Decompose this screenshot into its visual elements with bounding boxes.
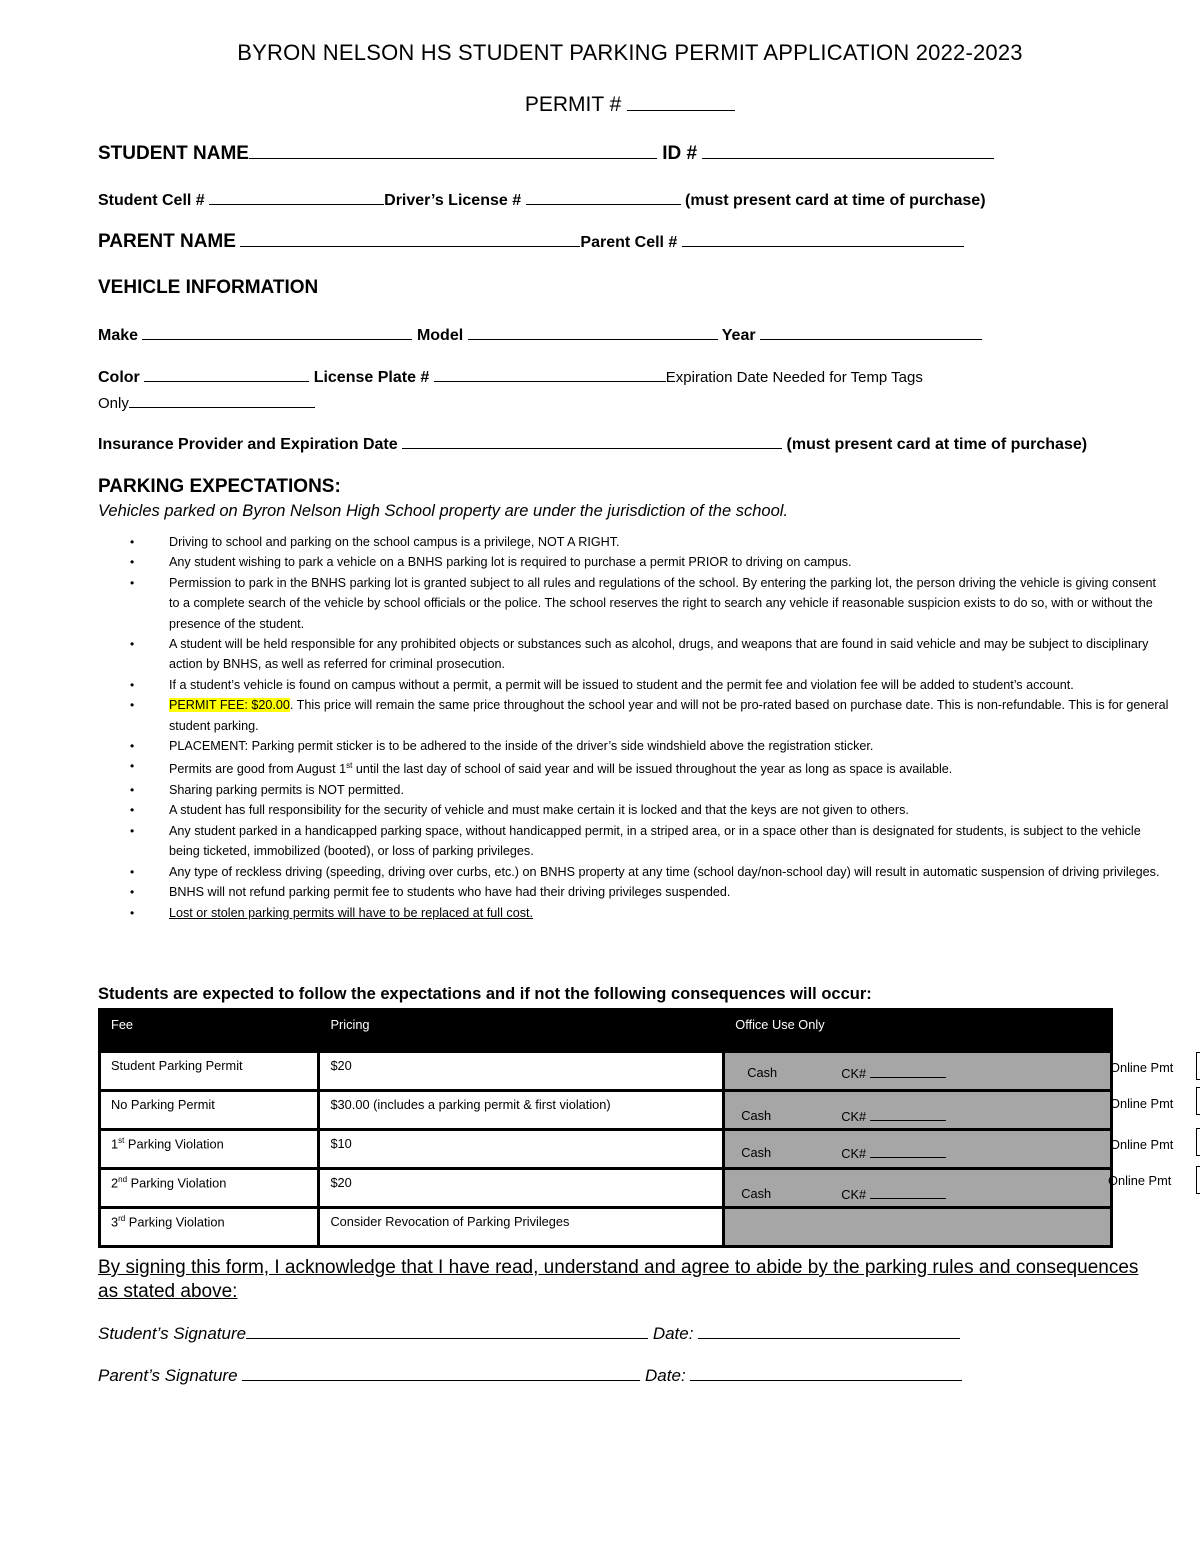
list-item: • Driving to school and parking on the school campus is a privilege, NOT A RIGHT. — [130, 532, 1170, 552]
table-row: 1st Parking Violation $10 Cash CK# — [100, 1130, 1112, 1169]
temp-tag-expiration-line[interactable] — [129, 391, 315, 408]
student-signature-row — [98, 1322, 960, 1344]
bullet-icon: • — [130, 637, 135, 652]
student-cell-label: Student Cell # — [98, 192, 205, 209]
online-pmt-label: Online Pmt — [1108, 1173, 1172, 1188]
header-fee: Fee — [100, 1010, 319, 1052]
consequences-heading: Students are expected to follow the expectations and if not the following consequences will occur: — [98, 985, 872, 1003]
bullet-icon: • — [130, 555, 135, 570]
list-item: • BNHS will not refund parking permit fee to students who have had their driving privileges suspended. — [130, 882, 1170, 902]
bullet-icon: • — [130, 535, 135, 549]
cash-label: Cash — [741, 1145, 772, 1160]
only-row — [98, 391, 315, 412]
drivers-license-label: Driver’s License # — [384, 192, 522, 209]
check-number-field[interactable]: CK# — [841, 1145, 945, 1161]
agreement-statement: By signing this form, I acknowledge that I have read, understand and agree to abide by the parking rules and consequences as stated above: — [98, 1257, 1139, 1302]
bullet-icon: • — [130, 739, 135, 754]
vehicle-heading: VEHICLE INFORMATION — [98, 277, 319, 298]
form-title: BYRON NELSON HS STUDENT PARKING PERMIT APPLICATION 2022-2023 — [237, 40, 1023, 65]
table-row: 2nd Parking Violation $20 Cash CK# — [100, 1169, 1112, 1208]
online-pmt-label: Online Pmt — [1110, 1060, 1174, 1075]
permit-label: PERMIT # — [524, 93, 622, 116]
license-plate-line[interactable] — [434, 365, 666, 382]
parent-row — [98, 230, 964, 253]
bullet-icon: • — [130, 885, 135, 900]
header-office: Office Use Only — [724, 1010, 1112, 1052]
list-item: • Sharing parking permits is NOT permitted. — [130, 780, 1170, 800]
insurance-note: (must present card at time of purchase) — [786, 436, 1088, 453]
student-signature-line[interactable] — [246, 1322, 648, 1339]
id-line[interactable] — [702, 142, 994, 159]
office-use-cell — [724, 1052, 1112, 1091]
color-line[interactable] — [144, 365, 309, 382]
license-plate-label: License Plate # — [313, 369, 430, 386]
model-label: Model — [416, 327, 464, 344]
year-line[interactable] — [760, 323, 982, 340]
parent-name-line[interactable] — [240, 230, 580, 247]
student-name-label: STUDENT NAME — [98, 143, 249, 164]
must-present-note: (must present card at time of purchase) — [685, 192, 986, 209]
table-row: 3rd Parking Violation Consider Revocation of Parking Privileges — [100, 1208, 1112, 1247]
office-use-cell — [724, 1169, 1112, 1208]
list-item: • If a student’s vehicle is found on campus without a permit, a permit will be issued to student and the permit fee and violation fee will be added to student’s account. — [130, 675, 1170, 695]
check-number-field[interactable]: CK# — [841, 1108, 945, 1124]
check-number-field[interactable]: CK# — [841, 1065, 945, 1081]
cash-label: Cash — [741, 1186, 772, 1201]
table-row: No Parking Permit $30.00 (includes a parking permit & first violation) Cash CK# — [100, 1091, 1112, 1130]
bullet-icon: • — [130, 759, 135, 774]
student-cell-line[interactable] — [209, 188, 384, 205]
office-use-cell — [724, 1130, 1112, 1169]
header-pricing: Pricing — [319, 1010, 724, 1052]
student-date-line[interactable] — [698, 1322, 960, 1339]
cash-label: Cash — [747, 1065, 778, 1080]
insurance-label: Insurance Provider and Expiration Date — [98, 436, 398, 453]
model-line[interactable] — [468, 323, 718, 340]
list-item-permit-fee: • PERMIT FEE: $20.00. This price will remain the same price throughout the school year and will not be pro-rated based on purchase date. This is non-refundable. This is for general student parking. — [130, 695, 1170, 736]
bullet-icon: • — [130, 803, 135, 818]
color-label: Color — [98, 369, 140, 386]
check-number-field[interactable]: CK# — [841, 1186, 945, 1202]
bullet-icon: • — [130, 783, 135, 798]
make-line[interactable] — [142, 323, 412, 340]
table-row: Student Parking Permit $20 Cash CK# — [100, 1052, 1112, 1091]
list-item: • Permission to park in the BNHS parking lot is granted subject to all rules and regulations of the school. By entering the parking lot, the person driving the vehicle is giving consent to a complete search of the vehicle by school officials or the police. The school reserves the right to search any vehicle if reasonable suspicion exists to do so, with or without the presence of the student. — [130, 573, 1170, 634]
list-item: • Any student wishing to park a vehicle on a BNHS parking lot is required to purchase a permit PRIOR to driving on campus. — [130, 552, 1170, 572]
parent-cell-line[interactable] — [682, 230, 964, 247]
student-date-label: Date: — [652, 1324, 694, 1343]
parent-date-line[interactable] — [690, 1364, 962, 1381]
only-label: Only — [98, 395, 129, 412]
list-item: • A student has full responsibility for the security of vehicle and must make certain it is locked and that the keys are not given to others. — [130, 800, 1170, 820]
bullet-icon: • — [130, 698, 135, 713]
list-item: • A student will be held responsible for any prohibited objects or substances such as alcohol, drugs, and weapons that are found in said vehicle and may be subject to disciplinary action by BNHS, as well as referred for criminal prosecution. — [130, 634, 1170, 675]
cash-label: Cash — [741, 1108, 772, 1123]
id-label: ID # — [662, 143, 698, 164]
parent-cell-label: Parent Cell # — [580, 234, 678, 251]
fee-table — [98, 1008, 1113, 1248]
drivers-license-line[interactable] — [526, 188, 681, 205]
student-cell-row — [98, 188, 986, 210]
office-use-cell — [724, 1091, 1112, 1130]
year-label: Year — [721, 327, 756, 344]
parent-signature-label: Parent’s Signature — [98, 1366, 238, 1385]
student-name-row — [98, 142, 994, 165]
permit-line[interactable] — [627, 94, 735, 111]
list-item: • Any student parked in a handicapped parking space, without handicapped permit, in a striped area, or in a space other than is designated for students, is subject to the vehicle being ticketed, immobilized (booted), or loss of parking privileges. — [130, 821, 1170, 862]
color-row — [98, 365, 923, 387]
table-header-row — [100, 1010, 1112, 1052]
make-label: Make — [98, 327, 139, 344]
bullet-icon: • — [130, 823, 135, 838]
permit-number-field[interactable] — [0, 93, 1200, 117]
office-use-cell — [724, 1208, 1112, 1247]
list-item-validity: • Permits are good from August 1st until the last day of school of said year and will be issued throughout the year as long as space is available. — [130, 756, 1170, 780]
bullet-icon: • — [130, 575, 135, 590]
student-signature-label: Student’s Signature — [98, 1324, 247, 1343]
parent-signature-row — [98, 1364, 962, 1386]
insurance-row — [98, 432, 1087, 454]
online-pmt-checkbox[interactable] — [1196, 1052, 1200, 1080]
expiration-note: Expiration Date Needed for Temp Tags — [665, 369, 923, 386]
expectations-list — [130, 532, 1170, 923]
make-row — [98, 323, 982, 345]
online-pmt-checkbox[interactable] — [1196, 1166, 1200, 1194]
bullet-icon: • — [130, 864, 135, 879]
permit-fee-highlight: PERMIT FEE: $20.00 — [169, 698, 290, 713]
list-item: • PLACEMENT: Parking permit sticker is to be adhered to the inside of the driver’s side windshield above the registration sticker. — [130, 736, 1170, 756]
online-pmt-label: Online Pmt — [1110, 1096, 1174, 1111]
online-pmt-checkbox[interactable] — [1196, 1087, 1200, 1115]
parent-date-label: Date: — [645, 1366, 686, 1385]
parent-signature-line[interactable] — [242, 1364, 640, 1381]
online-pmt-checkbox[interactable] — [1196, 1128, 1200, 1156]
bullet-icon: • — [130, 905, 135, 920]
list-item: • Any type of reckless driving (speeding, driving over curbs, etc.) on BNHS property at any time (school day/non-school day) will result in automatic suspension of driving privileges. — [130, 862, 1170, 882]
parent-name-label: PARENT NAME — [98, 231, 236, 252]
online-pmt-label: Online Pmt — [1110, 1137, 1174, 1152]
bullet-icon: • — [130, 677, 135, 692]
list-item: • Lost or stolen parking permits will have to be replaced at full cost. — [130, 903, 1170, 923]
expectations-heading: PARKING EXPECTATIONS: — [98, 476, 341, 497]
insurance-line[interactable] — [402, 432, 782, 449]
expectations-subtitle: Vehicles parked on Byron Nelson High School property are under the jurisdiction of the school. — [98, 502, 789, 520]
student-name-line[interactable] — [249, 142, 657, 159]
